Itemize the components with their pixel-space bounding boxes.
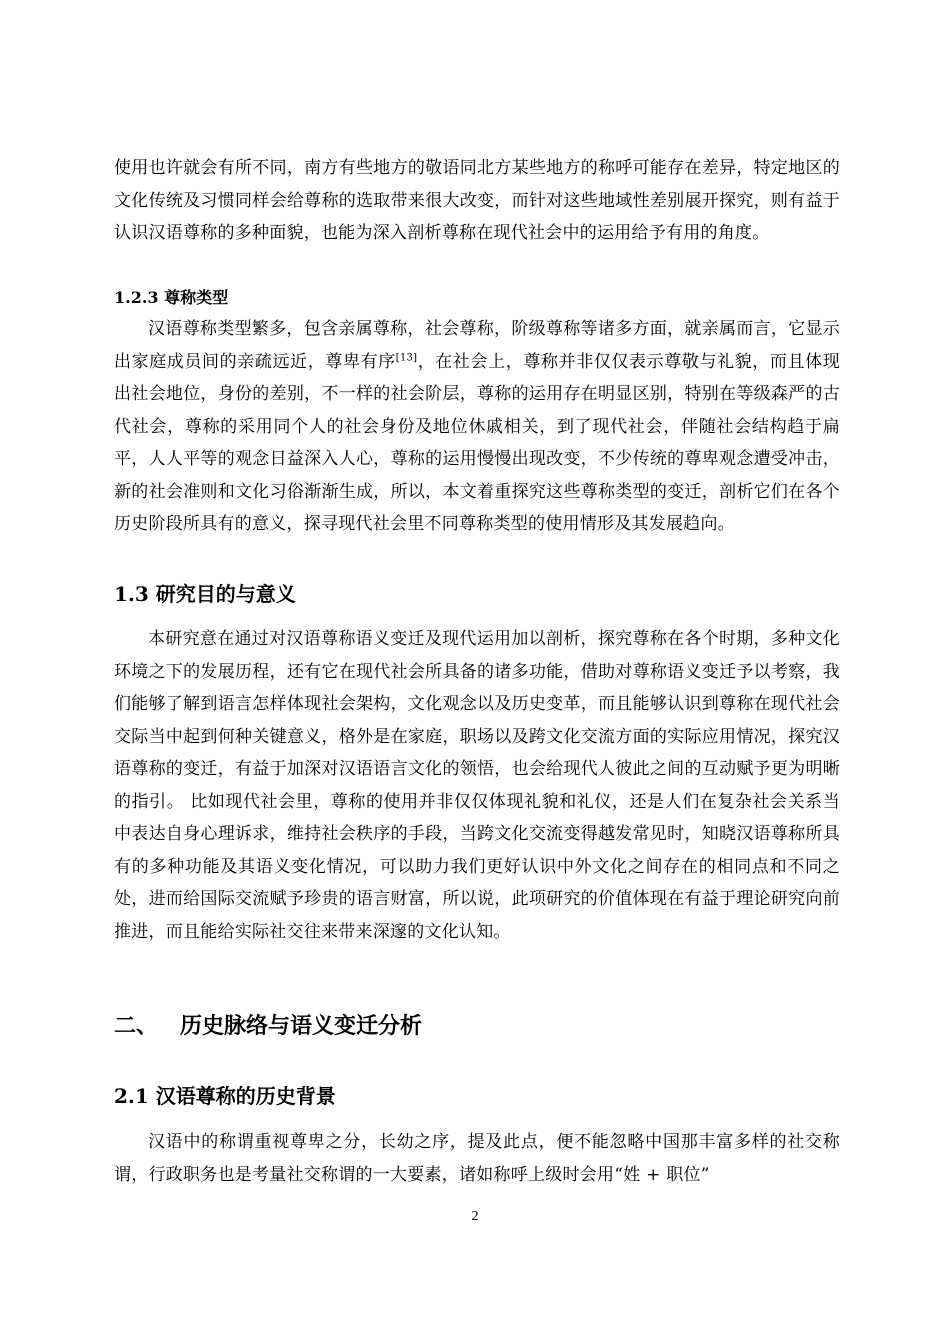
paragraph-research-purpose: 本研究意在通过对汉语尊称语义变迁及现代运用加以剖析，探究尊称在各个时期，多种文化环境之下的发展历程，还有它在现代社会所具备的诸多功能，借助对尊称语义变迁予以考察，我们能够了解到语言怎样体现社会架构，文化观念以及历史变革，而且能够认识到尊称在现代社会交际当中起到何种关键意义，格外是在家庭，职场以及跨文化交流方面的实际应用情况，探究汉语尊称的变迁，有益于加深对汉语语言文化的领悟，也会给现代人彼此之间的互动赋予更为明晰的指引。 比如现代社会里，尊称的使用并非仅仅体现礼貌和礼仪，还是人们在复杂社会关系当中表达自身心理诉求，维持社会秩序的手段，当跨文化交流变得越发常见时，知晓汉语尊称所具有的多种功能及其语义变化情况，可以助力我们更好认识中外文化之间存在的相同点和不同之处，进而给国际交流赋予珍贵的语言财富，所以说，此项研究的价值体现在有益于理论研究向前推进，而且能给实际社交往来带来深邃的文化认知。 xyxy=(114,629,840,942)
paragraph-text-b: ，在社会上，尊称并非仅仅表示尊敬与礼貌，而且体现出社会地位，身份的差别，不一样的社会阶层，尊称的运用存在明显区别，特别在等级森严的古代社会，尊称的采用同个人的社会身份及地位休戚相关，到了现代社会，伴随社会结构趋于扁平，人人平等的观念日益深入人心，尊称的运用慢慢出现改变，不少传统的尊卑观念遭受冲击，新的社会准则和文化习俗渐渐生成，所以，本文着重探究这些尊称类型的变迁，剖析它们在各个历史阶段所具有的意义，探寻现代社会里不同尊称类型的使用情形及其发展趋向。 xyxy=(114,351,841,534)
heading-1-2-3: 1.2.3 尊称类型 xyxy=(114,288,229,307)
chapter-title: 历史脉络与语义变迁分析 xyxy=(180,1013,423,1039)
page-number: 2 xyxy=(471,1209,479,1224)
heading-1-3: 1.3 研究目的与意义 xyxy=(114,582,296,606)
chapter-number: 二、 xyxy=(114,1013,159,1039)
chapter-heading-2 xyxy=(114,1010,422,1042)
paragraph-honorific-types xyxy=(114,313,840,541)
paragraph-text-a: 汉语尊称类型繁多，包含亲属尊称，社会尊称，阶级尊称等诸多方面，就亲属而言，它显示出家庭成员间的亲疏远近，尊卑有序 xyxy=(114,319,840,372)
heading-2-1: 2.1 汉语尊称的历史背景 xyxy=(114,1084,336,1108)
paragraph-historical-background: 汉语中的称谓重视尊卑之分，长幼之序，提及此点，便不能忽略中国那丰富多样的社交称谓，行政职务也是考量社交称谓的一大要素，诸如称呼上级时会用“姓 + 职位” xyxy=(114,1132,840,1185)
citation-13: [13] xyxy=(395,351,418,363)
paragraph-continued: 使用也许就会有所不同，南方有些地方的敬语同北方某些地方的称呼可能存在差异，特定地区的文化传统及习惯同样会给尊称的选取带来很大改变，而针对这些地域性差别展开探究，则有益于认识汉语尊称的多种面貌，也能为深入剖析尊称在现代社会中的运用给予有用的角度。 xyxy=(114,158,840,243)
